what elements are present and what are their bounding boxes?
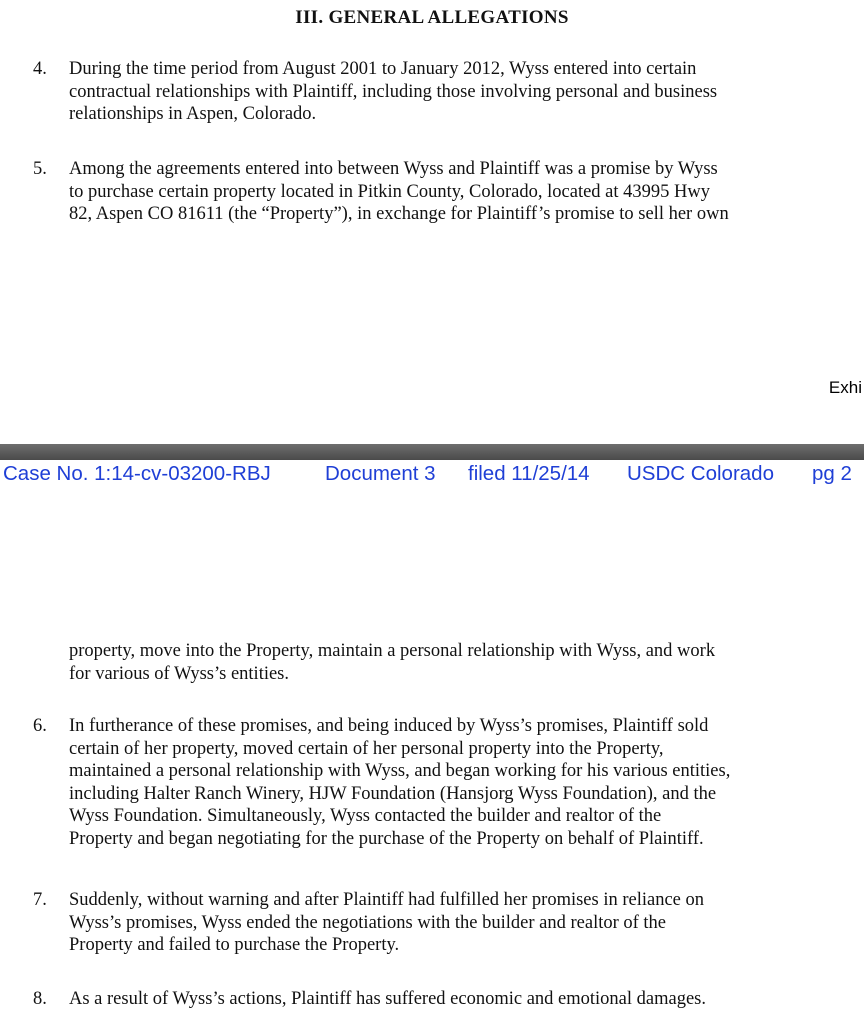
paragraph-5	[33, 158, 853, 226]
text-line: As a result of Wyss’s actions, Plaintiff has suffered economic and emotional damages.	[69, 989, 706, 1009]
paragraph-number: 8.	[33, 989, 47, 1009]
text-line: During the time period from August 2001 to January 2012, Wyss entered into certain	[69, 59, 697, 79]
text-line: to purchase certain property located in Pitkin County, Colorado, located at 43995 Hwy	[69, 181, 711, 202]
paragraph-text	[69, 158, 853, 226]
paragraph-number: 7.	[33, 890, 47, 910]
case-number: Case No. 1:14-cv-03200-RBJ	[3, 462, 271, 485]
paragraph-6	[33, 715, 853, 850]
text-line: Among the agreements entered into between Wyss and Plaintiff was a promise by Wyss	[69, 159, 718, 179]
continuation-text	[69, 640, 715, 685]
text-line: for various of Wyss’s entities.	[69, 663, 290, 684]
paragraph-text	[69, 58, 853, 126]
text-line: Wyss Foundation. Simultaneously, Wyss contacted the builder and realtor of the	[69, 806, 662, 826]
text-line: Wyss’s promises, Wyss ended the negotiations with the builder and realtor of the	[69, 912, 667, 933]
page-number: pg 2	[812, 462, 852, 485]
text-line: certain of her property, moved certain of her personal property into the Property,	[69, 738, 664, 759]
section-heading: III. GENERAL ALLEGATIONS	[295, 7, 569, 28]
text-line: Property and failed to purchase the Property.	[69, 935, 400, 955]
text-line: relationships in Aspen, Colorado.	[69, 104, 317, 124]
document-number: Document 3	[325, 462, 436, 485]
paragraph-4	[33, 58, 853, 126]
paragraph-8	[33, 988, 853, 1011]
text-line: Suddenly, without warning and after Plaintiff had fulfilled her promises in reliance on	[69, 890, 705, 910]
paragraph-text	[69, 988, 853, 1011]
paragraph-text	[69, 889, 853, 957]
page-divider	[0, 444, 864, 460]
text-line: Property and began negotiating for the purchase of the Property on behalf of Plaintiff.	[69, 828, 704, 849]
filed-date: filed 11/25/14	[468, 462, 590, 485]
text-line: contractual relationships with Plaintiff, including those involving personal and business	[69, 81, 718, 102]
court-name: USDC Colorado	[627, 462, 774, 485]
text-line: including Halter Ranch Winery, HJW Foundation (Hansjorg Wyss Foundation), and the	[69, 783, 717, 804]
paragraph-number: 5.	[33, 159, 47, 179]
paragraph-number: 6.	[33, 716, 47, 736]
text-line: property, move into the Property, maintain a personal relationship with Wyss, and work	[69, 641, 716, 661]
paragraph-text	[69, 715, 853, 850]
text-line: In furtherance of these promises, and being induced by Wyss’s promises, Plaintiff sold	[69, 716, 709, 736]
paragraph-7	[33, 889, 853, 957]
paragraph-number: 4.	[33, 59, 47, 79]
text-line: maintained a personal relationship with Wyss, and began working for his various entities,	[69, 761, 731, 781]
exhibit-mark: Exhi	[828, 378, 862, 397]
page-1-fragment	[0, 0, 864, 444]
text-line: 82, Aspen CO 81611 (the “Property”), in exchange for Plaintiff’s promise to sell her own	[69, 204, 729, 224]
